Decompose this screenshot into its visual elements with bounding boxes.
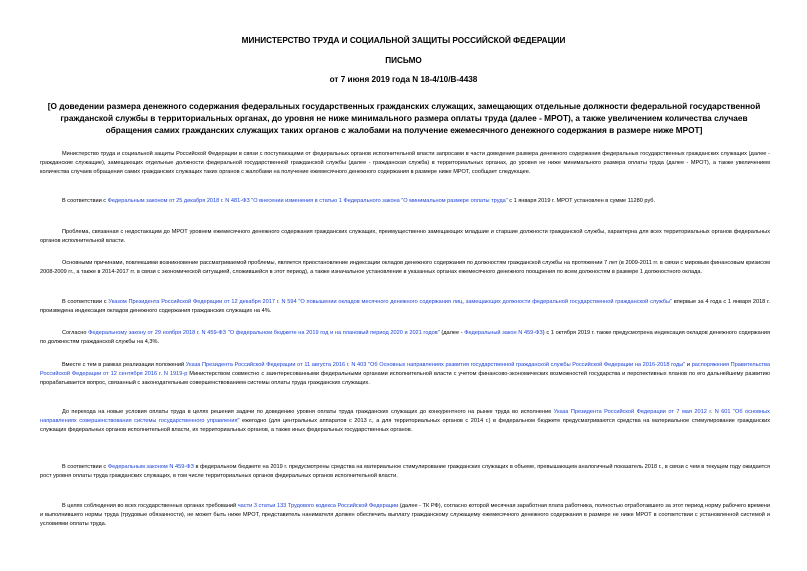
paragraph-8-text-start: До перехода на новые условия оплаты труда в целях решения задачи по доведению уровня оплаты труда гражданских служащих до конкурентного на рынке труда во исполнение [62,409,554,415]
paragraph-5-text-start: В соответствии с [62,299,109,305]
paragraph-1: Министерство труда и социальной защиты Российской Федерации в связи с поступающими от федеральных органов исполнительной власти запросами в части доведения размера денежного содержания федеральных государственных гражданских служащих (далее - гражданские служащие), замещающих отдельные должности федеральной государственной гражданской службы (далее - гражданская служба) в территориальных органах, до уровня не ниже минимального размера оплаты труда (далее - МРОТ), а также увеличением количества случаев обращения самих гражданских служащих таких органов с жалобами на получение ежемесячного денежного содержания в размере ниже МРОТ, сообщает следующее. [40,151,770,175]
link-decree-403[interactable]: Указа Президента Российской Федерации от 11 августа 2016 г. N 403 "Об Основных направлениях развития государственной гражданской службы Российской Федерации на 2016-2018 годы" [185,362,686,368]
document-subject: [О доведении размера денежного содержания федеральных государственных гражданских служащих, замещающих отдельные должности федеральной государственной гражданской службы в территориальных органах, до уровня не ниже минимального размера оплаты труда (далее - МРОТ), а также увеличением количества случаев обращения самих гражданских служащих таких органов с жалобами на получение ежемесячного денежного содержания в размере ниже МРОТ] [47,101,761,135]
ministry-heading: МИНИСТЕРСТВО ТРУДА И СОЦИАЛЬНОЙ ЗАЩИТЫ РОССИЙСКОЙ ФЕДЕРАЦИИ [241,36,566,45]
link-federal-law-459-fz-short[interactable]: Федеральный закон N 459-ФЗ [464,330,543,336]
paragraph-9-text-start: В соответствии с [62,464,108,470]
paragraph-2-text-end: с 1 января 2019 г. МРОТ установлен в сумме 11280 руб. [507,198,656,204]
paragraph-10-text-end: (далее - ТК РФ), согласно которой месячная заработная плата работника, полностью отработавшего за этот период норму рабочего времени и выполнившего нормы труда (трудовые обязанности), не может быть ниже МРОТ, представитель нанимателя должен обеспечить выплату гражданскому служащему ежемесячного денежного содержания в размере не ниже МРОТ в соответствии с установленной системой и условиями оплаты труда. [40,503,770,527]
link-government-order-1919-r[interactable]: распоряжения Правительства Российской Федерации от 12 сентября 2016 г. N 1919-р [40,362,770,377]
paragraph-7-text-end: Министерством совместно с заинтересованными федеральными органами исполнительной власти с учетом финансово-экономических возможностей государства и перспективных планов по его дальнейшему развитию прорабатывается вопрос, связанный с законодательным совершенствованием системы оплаты труда гражданских служащих. [40,370,770,386]
paragraph-5 [40,298,770,316]
paragraph-5-text-end: впервые за 4 года с 1 января 2018 г. произведена индексация окладов денежного содержания гражданских служащих на 4%. [40,299,770,314]
link-labor-code-article-133[interactable]: части 3 статьи 133 Трудового кодекса Российской Федерации [237,503,399,509]
paragraph-10-text-start: В целях соблюдения во всех государственных органах требований [62,503,238,509]
paragraph-6-text-mid: (далее - [439,330,465,336]
link-federal-law-459-fz-ref[interactable]: Федеральным законом N 459-ФЗ [107,464,194,470]
paragraph-2 [40,197,770,206]
paragraph-4: Основными причинами, повлекшими возникновение рассматриваемой проблемы, является приостановление индексации окладов денежного содержания по должностям гражданской службы на протяжении 7 лет (в 2009-2011 гг. в связи с мировым финансовым кризисом 2008-2009 гг., а также в 2014-2017 гг. в связи с экономической ситуацией, сложившейся в этот период), а также изначальное установление в указанных органах ежемесячного денежного поощрения по всем должностям в размере 1 должностного оклада. [40,260,770,275]
paragraph-10 [40,502,770,528]
document-date-number: от 7 июня 2019 года N 18-4/10/В-4438 [329,75,478,84]
link-decree-601[interactable]: Указа Президента Российской Федерации от 7 мая 2012 г. N 601 "Об основных направлениях совершенствования системы государственного управления" [40,409,770,424]
link-decree-594[interactable]: Указом Президента Российской Федерации от 12 декабря 2017 г. N 594 "О повышении окладов месячного денежного содержания лиц, замещающих должности федеральной государственной гражданской службы" [108,299,672,305]
paragraph-9-text-end: в федеральном бюджете на 2019 г. предусмотрены средства на материальное стимулирование гражданских служащих в объеме, превышающем аналогичный показатель 2018 г., в связи с чем в текущем году ожидается рост уровня оплаты труда гражданских служащих, в том числе территориальных органов федеральных органов исполнительной власти. [40,464,771,479]
paragraph-7 [40,361,770,387]
paragraph-6-text-start: Согласно [62,330,89,336]
paragraph-2-text-start: В соответствии с [62,198,108,204]
paragraph-8-text-end: ежегодно (для центральных аппаратов с 2013 г., а для территориальных органов с 2014 г.) в федеральном бюджете предусматриваются средства на материальное стимулирование гражданских служащих федеральных органов исполнительной власти, их территориальных органов, а также иных федеральных государственных органов. [40,417,770,433]
paragraph-3: Проблема, связанная с недостающим до МРОТ уровнем ежемесячного денежного содержания гражданских служащих, преимущественно замещающих младшие и старшие должности гражданской службы, характерна для всех территориальных органов федеральных органов исполнительной власти. [40,229,770,244]
paragraph-7-text-start: Вместе с тем в рамках реализации положений [62,362,186,368]
link-federal-law-459-fz[interactable]: Федеральному закону от 29 ноября 2018 г. N 459-ФЗ "О федеральном бюджете на 2019 год и на плановый период 2020 и 2021 годов" [88,330,440,336]
paragraph-6-text-end: ) с 1 октября 2019 г. также предусмотрена индексация окладов денежного содержания по должностям гражданской службы на 4,3%. [40,330,771,345]
link-federal-law-481-fz[interactable]: Федеральным законом от 25 декабря 2018 г. N 481-ФЗ "О внесении изменения в статью 1 Федерального закона "О минимальном размере оплаты труда" [107,198,508,204]
paragraph-9 [40,463,770,481]
document-type: ПИСЬМО [385,56,422,65]
paragraph-7-text-mid: и [685,362,692,368]
paragraph-8 [40,408,770,434]
paragraph-6 [40,329,770,347]
